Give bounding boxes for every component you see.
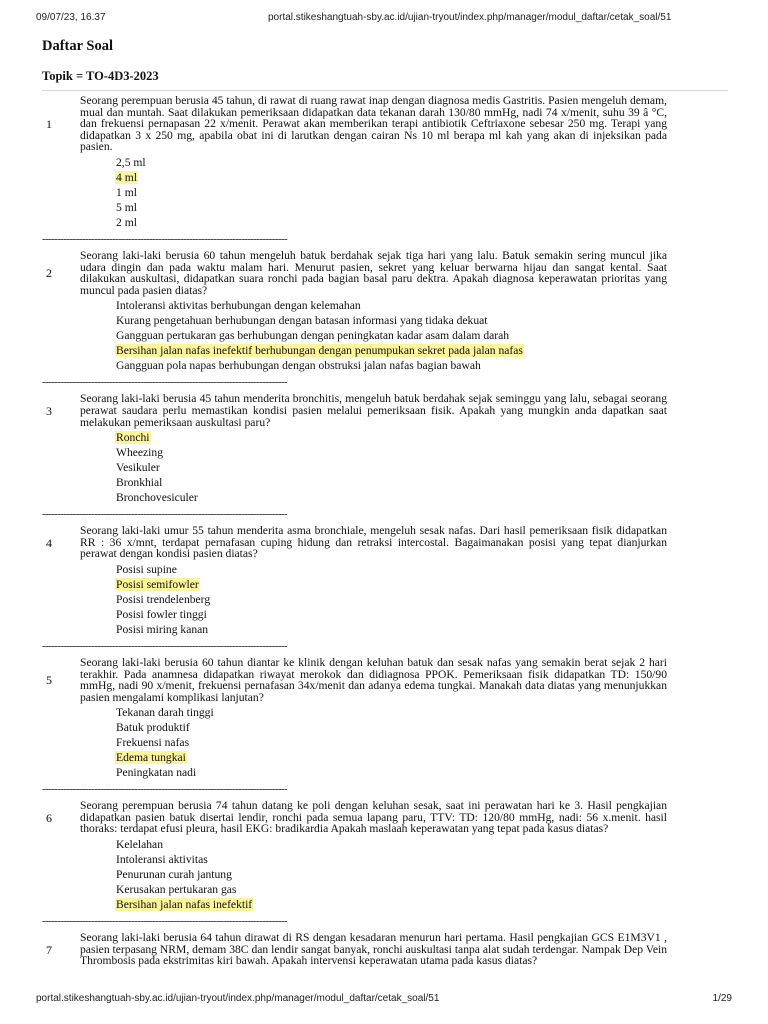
answer-option [115,562,728,577]
print-header-url: portal.stikeshangtuah-sby.ac.id/ujian-tryout/index.php/manager/modul_daftar/cetak_soal/51 [268,12,672,23]
question-number: 7 [46,942,52,957]
question-separator: -------------------------------------------------------------------------------- [42,508,288,521]
answer-options [115,837,728,912]
question-item [42,657,728,780]
answer-option [115,765,728,780]
option-text: Ronchi [116,431,150,445]
option-text: Posisi supine [116,562,177,576]
question-item [42,525,728,637]
option-text: Wheezing [116,446,163,460]
question-number: 2 [46,265,52,280]
answer-option [115,475,728,490]
option-text: Intoleransi aktivitas [116,853,208,867]
answer-option [115,328,728,343]
question-number: 4 [46,535,52,550]
question-text: Seorang laki-laki berusia 45 tahun menderita bronchitis, mengeluh batuk berdahak sejak seminggu yang lalu, sebagai seorang perawat saudara perlu memastikan kondisi pasien melalui pemeriksaan fisik. Apakah yang mungkin anda dapatkan saat melakukan pemeriksaan auskultasi paru? [80,392,667,429]
option-text: 1 ml [116,185,137,199]
answer-option [115,358,728,373]
answer-options [115,298,728,373]
option-text: Gangguan pola napas berhubungan dengan obstruksi jalan nafas bagian bawah [116,359,481,373]
option-text: Bersihan jalan nafas inefektif [116,898,253,912]
correct-answer-option [115,897,728,912]
option-text: Posisi trendelenberg [116,592,211,606]
answer-option [115,215,728,230]
question-item [42,393,728,505]
correct-answer-option [115,577,728,592]
answer-options [115,155,728,230]
answer-option [115,867,728,882]
question-number: 6 [46,810,52,825]
answer-option [115,882,728,897]
answer-option [115,607,728,622]
option-text: Bronkhial [116,476,163,490]
answer-option [115,622,728,637]
question-text: Seorang laki-laki berusia 60 tahun mengeluh batuk berdahak sejak tiga hari yang lalu. Batuk semakin sering muncul jika udara dingin dan pada waktu malam hari. Menurut pasien, sekret yang keluar berwarna hijau dan sangat kental. Saat dilakukan auskultasi, didapatkan suara ronchi pada bagian basal paru dektra. Apakah diagnosa keperawatan prioritas yang muncul pada pasien diatas? [80,248,667,297]
topic-divider [42,90,728,91]
option-text: 2,5 ml [116,155,146,169]
answer-option [115,837,728,852]
answer-option [115,852,728,867]
question-item [42,250,728,373]
option-text: 4 ml [116,170,137,184]
print-header [36,12,732,26]
option-text: Intoleransi aktivitas berhubungan dengan kelemahan [116,299,361,313]
question-number: 1 [46,117,52,131]
option-text: Kerusakan pertukaran gas [116,883,237,897]
answer-options [115,430,728,505]
question-separator: -------------------------------------------------------------------------------- [42,232,288,245]
option-text: Kurang pengetahuan berhubungan dengan batasan informasi yang tidaka dekuat [116,314,488,328]
question-text: Seorang perempuan berusia 74 tahun datang ke poli dengan keluhan sesak, saat ini perawatan hari ke 3. Hasil pengkajian didapatkan pasien batuk disertai lendir, ronchi pada semua lapang paru, TTV: TD: 120/80 mmHg, nadi: 56 x.menit. hasil thoraks: terdapat efusi pleura, hasil EKG: bradikardia Apakah maslaah keperawatan yang tepat pada kasus diatas? [80,799,667,836]
answer-option [115,313,728,328]
question-item [42,800,728,912]
print-datetime: 09/07/23, 16.37 [36,12,106,23]
question-text: Seorang laki-laki berusia 60 tahun diantar ke klinik dengan keluhan batuk dan sesak nafas yang semakin berat sejak 2 hari terakhir. Pada anamnesa didapatkan riwayat merokok dan didiagnosa PPOK. Pemeriksaan fisik didapatkan TD: 150/90 mmHg, nadi 90 x/menit, frekuensi pernafasan 34x/menit dan adanya edema tungkai. Manakah data diatas yang menunjukkan pasien mengalami komplikasi lanjutan? [80,655,667,704]
question-number: 3 [46,403,52,418]
answer-option [115,445,728,460]
answer-option [115,298,728,313]
question-text: Seorang laki-laki umur 55 tahun menderita asma bronchiale, mengeluh sesak nafas. Dari hasil pemeriksaan fisik didapatkan RR : 36 x/mnt, terdapat pernafasan cuping hidung dan retraksi intercostal. Bagaimanakan posisi yang tepat dianjurkan perawat dengan kondisi pasien diatas? [80,524,667,561]
page-content [42,38,728,967]
option-text: Posisi semifowler [116,577,199,591]
answer-option [115,705,728,720]
print-footer-url: portal.stikeshangtuah-sby.ac.id/ujian-tryout/index.php/manager/modul_daftar/cetak_soal/51 [36,993,440,1004]
answer-option [115,720,728,735]
question-separator: -------------------------------------------------------------------------------- [42,639,288,652]
option-text: Posisi miring kanan [116,622,209,636]
correct-answer-option [115,343,728,358]
option-text: 2 ml [116,215,137,229]
option-text: Peningkatan nadi [116,766,197,780]
option-text: Frekuensi nafas [116,736,190,750]
correct-answer-option [115,170,728,185]
question-list [42,95,728,967]
question-text: Seorang perempuan berusia 45 tahun, di rawat di ruang rawat inap dengan diagnosa medis Gastritis. Pasien mengeluh demam, mual dan muntah. Saat dilakukan pemeriksaan didapatkan data tekanan darah 130/80 mmHg, nadi 74 x/menit, suhu 39 â °C, dan frekuensi pernapasan 22 x/menit. Perawat akan memberikan terapi antibiotik Ceftriaxone sebesar 250 mg. Terapi yang didapatkan 3 x 250 mg, apabila obat ini di larutkan dengan cairan Ns 10 ml berapa ml kah yang akan di injeksikan pada pasien. [80,94,667,154]
option-text: Bersihan jalan nafas inefektif berhubungan dengan penumpukan sekret pada jalan nafas [116,344,523,358]
correct-answer-option [115,430,728,445]
answer-option [115,735,728,750]
option-text: Batuk produktif [116,721,190,735]
answer-option [115,185,728,200]
option-text: 5 ml [116,200,137,214]
correct-answer-option [115,750,728,765]
print-footer [36,993,732,1007]
answer-option [115,155,728,170]
option-text: Kelelahan [116,838,163,852]
option-text: Posisi fowler tinggi [116,607,207,621]
answer-option [115,592,728,607]
answer-option [115,490,728,505]
answer-option [115,460,728,475]
page-title: Daftar Soal [42,38,114,54]
option-text: Bronchovesiculer [116,491,198,505]
answer-option [115,200,728,215]
answer-options [115,705,728,780]
option-text: Penurunan curah jantung [116,868,232,882]
question-separator: -------------------------------------------------------------------------------- [42,915,288,928]
question-number: 5 [46,672,52,687]
topic-label: Topik = TO-4D3-2023 [42,69,159,83]
question-item [42,95,728,230]
option-text: Gangguan pertukaran gas berhubungan dengan peningkatan kadar asam dalam darah [116,329,510,343]
option-text: Tekanan darah tinggi [116,706,214,720]
option-text: Edema tungkai [116,751,186,765]
question-separator: -------------------------------------------------------------------------------- [42,783,288,796]
question-separator: -------------------------------------------------------------------------------- [42,376,288,389]
answer-options [115,562,728,637]
page-indicator: 1/29 [712,993,732,1004]
question-item [42,932,728,967]
question-text: Seorang laki-laki berusia 64 tahun dirawat di RS dengan kesadaran menurun hari pertama. Hasil pengkajian GCS E1M3V1 , pasien terpasang NRM, demam 38C dan lendir sangat banyak, ronchi auskultasi tanpa alat sudah terdengar. Nampak Dep Vein Thrombosis pada ekstrimitas kiri bawah. Apakah intervensi keperawatan utama pada kasus diatas? [80,931,667,968]
option-text: Vesikuler [116,461,160,475]
